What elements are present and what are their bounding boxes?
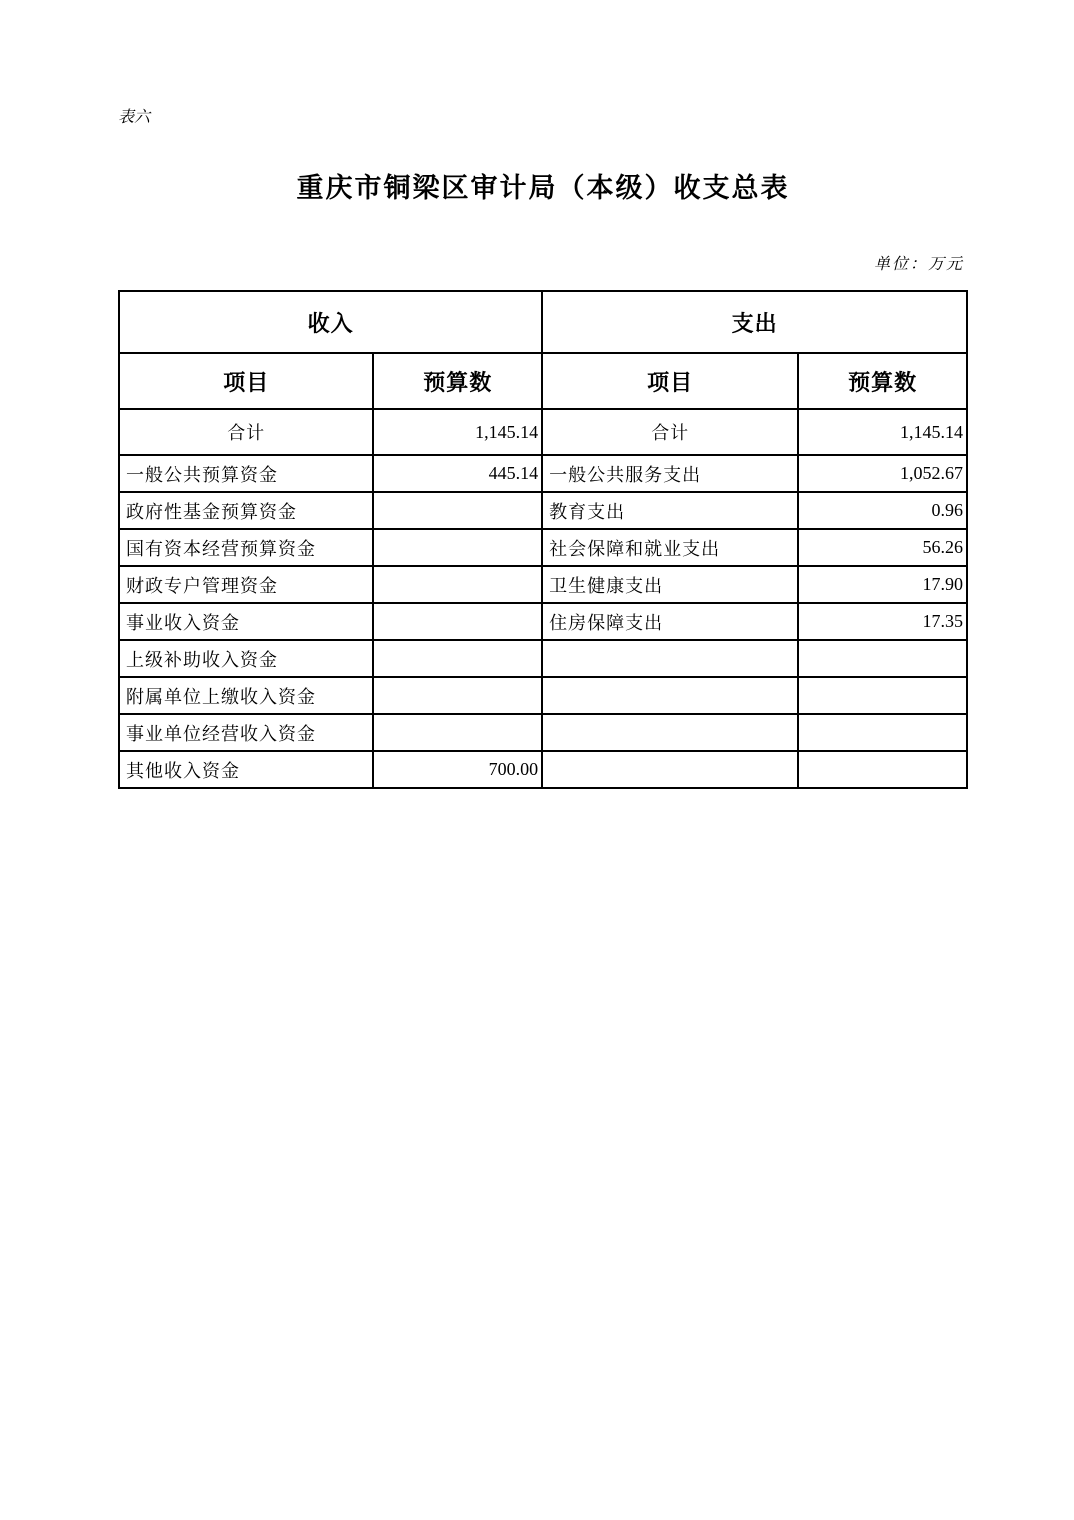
page-title: 重庆市铜梁区审计局（本级）收支总表 <box>296 173 790 203</box>
income-value-cell <box>373 603 542 640</box>
income-group-header: 收入 <box>119 291 542 353</box>
expenditure-value-cell <box>798 751 967 788</box>
table-row <box>119 492 967 529</box>
expenditure-value-cell: 56.26 <box>798 529 967 566</box>
expenditure-item-cell <box>542 751 798 788</box>
expenditure-item-cell: 合计 <box>542 409 798 455</box>
income-value-cell <box>373 492 542 529</box>
income-item-cell: 其他收入资金 <box>119 751 373 788</box>
column-header-row <box>119 353 967 409</box>
income-value-cell: 700.00 <box>373 751 542 788</box>
income-item-cell: 国有资本经营预算资金 <box>119 529 373 566</box>
income-value-cell: 445.14 <box>373 455 542 492</box>
table-row <box>119 677 967 714</box>
table-row <box>119 640 967 677</box>
income-value-cell <box>373 714 542 751</box>
expenditure-item-cell: 教育支出 <box>542 492 798 529</box>
expenditure-item-cell: 社会保障和就业支出 <box>542 529 798 566</box>
expenditure-item-header: 项目 <box>542 353 798 409</box>
income-budget-header: 预算数 <box>373 353 542 409</box>
expenditure-item-cell: 一般公共服务支出 <box>542 455 798 492</box>
table-row <box>119 714 967 751</box>
income-value-cell <box>373 566 542 603</box>
expenditure-value-cell: 1,145.14 <box>798 409 967 455</box>
expenditure-value-cell: 1,052.67 <box>798 455 967 492</box>
expenditure-value-cell: 17.90 <box>798 566 967 603</box>
expenditure-item-cell <box>542 677 798 714</box>
expenditure-value-cell <box>798 640 967 677</box>
income-value-cell: 1,145.14 <box>373 409 542 455</box>
table-number-label: 表六 <box>118 109 151 126</box>
table-row <box>119 566 967 603</box>
expenditure-value-cell: 0.96 <box>798 492 967 529</box>
unit-note: 单位：万元 <box>873 256 964 273</box>
table-row <box>119 603 967 640</box>
expenditure-value-cell: 17.35 <box>798 603 967 640</box>
expenditure-budget-header: 预算数 <box>798 353 967 409</box>
group-header-row <box>119 291 967 353</box>
income-item-header: 项目 <box>119 353 373 409</box>
income-value-cell <box>373 640 542 677</box>
income-item-cell: 一般公共预算资金 <box>119 455 373 492</box>
budget-table <box>118 290 968 789</box>
income-item-cell: 附属单位上缴收入资金 <box>119 677 373 714</box>
expenditure-value-cell <box>798 677 967 714</box>
table-row <box>119 751 967 788</box>
income-item-cell: 合计 <box>119 409 373 455</box>
income-item-cell: 财政专户管理资金 <box>119 566 373 603</box>
income-item-cell: 事业单位经营收入资金 <box>119 714 373 751</box>
income-item-cell: 政府性基金预算资金 <box>119 492 373 529</box>
expenditure-item-cell: 卫生健康支出 <box>542 566 798 603</box>
expenditure-item-cell <box>542 640 798 677</box>
income-item-cell: 事业收入资金 <box>119 603 373 640</box>
income-value-cell <box>373 529 542 566</box>
expenditure-item-cell <box>542 714 798 751</box>
expenditure-item-cell: 住房保障支出 <box>542 603 798 640</box>
income-item-cell: 上级补助收入资金 <box>119 640 373 677</box>
table-row-total <box>119 409 967 455</box>
expenditure-group-header: 支出 <box>542 291 967 353</box>
table-row <box>119 529 967 566</box>
table-row <box>119 455 967 492</box>
income-value-cell <box>373 677 542 714</box>
expenditure-value-cell <box>798 714 967 751</box>
